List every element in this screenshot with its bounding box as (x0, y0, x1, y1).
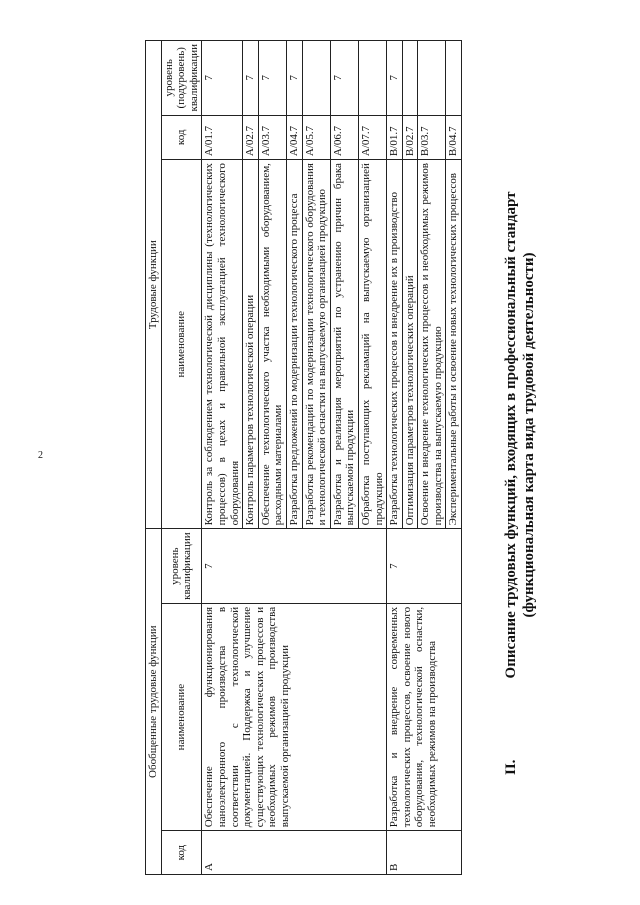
col-tf-code-header: код (161, 115, 202, 160)
group-name: Обеспечение функционирования наноэлектронного производства в соответствии с технологической документацией. Поддержка и улучшение существующих технологических процессов и необходимых режимов производства выпускаемой организацией продукции (202, 603, 387, 830)
col-tf-name-header: наименование (161, 160, 202, 529)
function-code: A/03.7 (258, 115, 286, 160)
group-level: 7 (387, 529, 462, 603)
section-title-line1: Описание трудовых функций, входящих в профессиональный стандарт (503, 191, 519, 679)
col-tf-level-header: уровень (подуровень) квалификации (161, 41, 202, 116)
group-code: A (202, 831, 387, 875)
table-row (202, 41, 243, 875)
function-name: Разработка и реализация мероприятий по устранению причин брака выпускаемой продукции (330, 160, 358, 529)
function-name: Контроль за соблюдением технологической дисциплины (технологических процессов) в цехах и правильной эксплуатацией технологического оборудования (202, 160, 243, 529)
function-name: Экспериментальные работы и освоение новых технологических процессов (446, 160, 462, 529)
function-level (446, 41, 462, 116)
function-level (418, 41, 446, 116)
labor-functions-header: Трудовые функции (146, 41, 162, 529)
function-code: B/03.7 (418, 115, 446, 160)
group-code: B (387, 831, 462, 875)
function-level (402, 41, 418, 116)
functional-map-table (145, 40, 462, 875)
group-level: 7 (202, 529, 387, 603)
function-code: A/02.7 (243, 115, 259, 160)
function-level: 7 (387, 41, 403, 116)
function-code: A/07.7 (358, 115, 386, 160)
function-level: 7 (286, 41, 302, 116)
function-level (358, 41, 386, 116)
col-name-header: наименование (161, 603, 202, 830)
col-level-header: уровень квалификации (161, 529, 202, 603)
function-level: 7 (202, 41, 243, 116)
function-level: 7 (243, 41, 259, 116)
section-heading (502, 5, 538, 865)
function-level: 7 (258, 41, 286, 116)
function-level (302, 41, 330, 116)
function-name: Разработка технологических процессов и внедрение их в производство (387, 160, 403, 529)
function-name: Разработка рекомендаций по модернизации технологического оборудования и технологической оснастки на выпускаемую организацией продукцию (302, 160, 330, 529)
section-title-line2: (функциональная карта вида трудовой деятельности) (521, 252, 537, 618)
function-code: A/05.7 (302, 115, 330, 160)
function-name: Разработка предложений по модернизации технологического процесса (286, 160, 302, 529)
col-code-header: код (161, 831, 202, 875)
function-code: B/04.7 (446, 115, 462, 160)
generalized-functions-header: Обобщенные трудовые функции (146, 529, 162, 875)
section-number: II. (503, 759, 519, 775)
function-code: B/02.7 (402, 115, 418, 160)
group-name: Разработка и внедрение современных технологических процессов, освоение нового оборудования, технологической оснастки, необходимых режимов на производства (387, 603, 462, 830)
function-code: A/04.7 (286, 115, 302, 160)
function-name: Контроль параметров технологической операции (243, 160, 259, 529)
function-code: A/01.7 (202, 115, 243, 160)
function-name: Обеспечение технологического участка необходимыми оборудованием, расходными материалами (258, 160, 286, 529)
function-code: B/01.7 (387, 115, 403, 160)
function-code: A/06.7 (330, 115, 358, 160)
page-number: 2 (38, 450, 43, 461)
function-name: Обработка поступающих рекламаций на выпускаемую организацией продукцию (358, 160, 386, 529)
table-row (387, 41, 403, 875)
function-level: 7 (330, 41, 358, 116)
function-name: Оптимизация параметров технологических операций (402, 160, 418, 529)
function-name: Освоение и внедрение технологических процессов и необходимых режимов производства на выпускаемую продукцию (418, 160, 446, 529)
